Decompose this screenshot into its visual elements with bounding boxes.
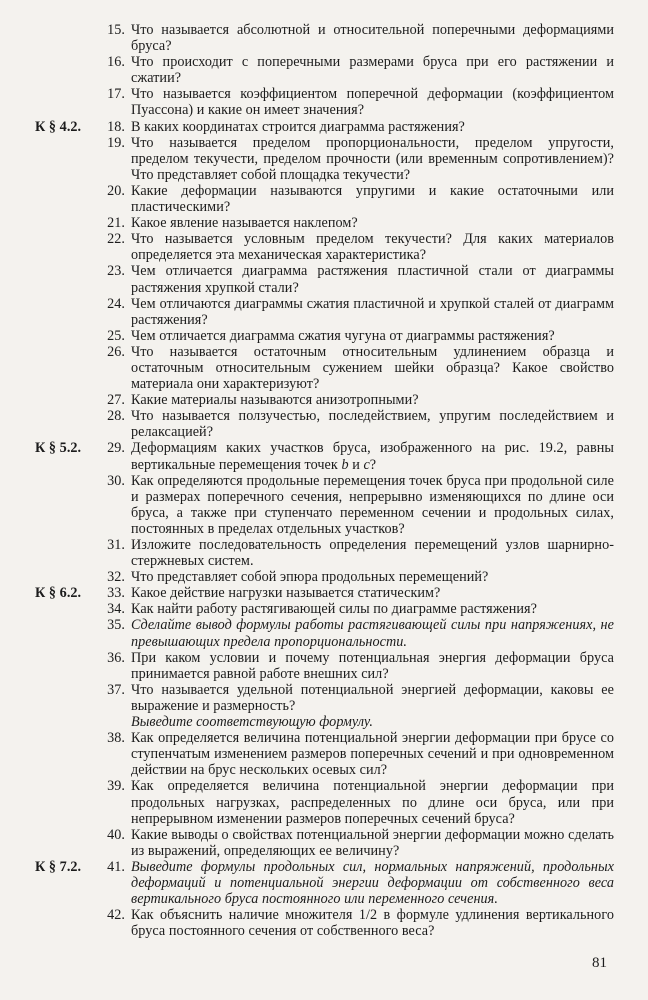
question-text: Деформациям каких участков бруса, изображенного на рис. 19.2, равны вертикальные перемещения точек [131,440,614,473]
question-number: 33. [107,585,125,602]
question-text: Чем отличаются диаграммы сжатия пластичной и хрупкой сталей от диаграмм растяжения? [131,295,614,328]
question-number: 36. [107,649,125,666]
question-number: 41. [107,858,125,875]
question-text: В каких координатах строится диаграмма растяжения? [131,118,465,135]
section-ref: К § 5.2. [35,440,82,457]
question-number: 27. [107,392,125,409]
question-number: 15. [107,22,125,38]
question-text: и [348,456,364,473]
question-text: ? [369,456,377,473]
question-number: 21. [107,215,125,232]
question-text: Что называется абсолютной и относительной поперечными деформациями бруса? [131,22,614,55]
question-item [107,134,614,183]
section-ref: К § 4.2. [35,118,82,135]
question-text: Как объяснить наличие множителя 1/2 в формуле удлинения вертикального бруса постоянного сечения от собственного веса? [131,907,614,940]
question-item [107,537,614,570]
question-item [107,826,614,859]
question-text: Что называется пределом пропорциональности, пределом упругости, пределом текучести, пределом прочности (или временным сопротивлением)? Что представляет собой площадка текучести? [131,134,614,183]
question-item [107,617,614,650]
question-item [107,730,614,779]
question-item [107,182,614,216]
question-item [107,569,614,586]
question-item [107,408,614,441]
question-item [35,585,614,602]
question-number: 20. [107,182,125,199]
question-number: 24. [107,295,125,312]
question-text: При каком условии и почему потенциальная энергия деформации бруса принимается равной работе внешних сил? [131,649,614,682]
question-item [107,295,614,328]
question-item [107,601,614,618]
question-number: 40. [107,826,125,843]
question-number: 26. [107,343,125,360]
question-item [107,649,614,682]
question-text: Что называется остаточным относительным удлинением образца и остаточным относительным сужением шейки образца? Какое свойство материала они характеризуют? [131,343,614,393]
section-ref: К § 6.2. [35,585,82,602]
question-number: 31. [107,537,125,553]
question-text: Что называется ползучестью, последействием, упругим последействием и релаксацией? [131,408,614,441]
question-item [107,231,614,264]
question-item [107,907,614,940]
question-text: Что происходит с поперечными размерами бруса при его растяжении и сжатии? [131,54,614,87]
question-number: 35. [107,617,125,634]
question-text: Какие выводы о свойствах потенциальной энергии деформации можно сделать из выражений, определяющих ее величину? [131,826,614,859]
question-item [107,215,614,232]
question-text: Выведите формулы продольных сил, нормальных напряжений, продольных деформаций и потенциальной энергии деформации от собственного веса вертикального бруса постоянного или переменного сечения. [131,858,614,908]
question-number: 25. [107,327,125,344]
question-text: Как определяется величина потенциальной энергии деформации при брусе со ступенчатым изменением размеров поперечных сечений и при одновременном действии на брус нескольких осевых сил? [131,730,614,779]
page-number: 81 [592,955,607,971]
question-text: Изложите последовательность определения перемещений узлов шарнирно-стержневых систем. [131,537,614,570]
question-text: Как определяются продольные перемещения точек бруса при продольной силе и размерах поперечного сечения, непрерывно изменяющихся по длине оси бруса, а также при ступенчато переменном сечении и продольных силах, постоянных в пределах отдельных участков? [131,472,614,537]
question-text: Сделайте вывод формулы работы растягивающей силы при напряжениях, не превышающих предела пропорциональности. [131,617,614,650]
question-item [107,22,614,55]
question-number: 28. [107,408,125,425]
question-item [107,86,614,119]
question-number: 42. [107,907,125,924]
question-text: Чем отличается диаграмма сжатия чугуна от диаграммы растяжения? [131,327,555,344]
question-text: Какие материалы называются анизотропными? [131,392,419,409]
question-list [0,22,648,939]
question-number: 17. [107,86,125,103]
question-item [107,681,614,731]
question-text: b [341,456,349,473]
question-number: 30. [107,472,125,489]
question-text: Какое явление называется наклепом? [131,215,358,232]
question-number: 37. [107,681,125,698]
question-number: 19. [107,134,125,151]
question-item [107,343,614,393]
question-number: 29. [107,440,125,457]
question-text: Что представляет собой эпюра продольных перемещений? [131,569,489,586]
question-item [35,858,614,908]
question-number: 38. [107,730,125,747]
question-text: Какие деформации называются упругими и какие остаточными или пластическими? [131,182,614,216]
question-item [107,327,614,344]
question-note: Выведите соответствующую формулу. [131,714,373,731]
question-number: 23. [107,263,125,280]
question-item [107,54,614,87]
question-item [107,778,614,827]
question-number: 22. [107,231,125,248]
question-text: Чем отличается диаграмма растяжения пластичной стали от диаграммы растяжения хрупкой стали? [131,263,614,296]
question-number: 16. [107,54,125,71]
question-text: Что называется условным пределом текучести? Для каких материалов определяется эта механическая характеристика? [131,231,614,264]
question-item [35,440,614,473]
question-item [107,392,614,409]
question-item [107,263,614,296]
question-text: Что называется удельной потенциальной энергией деформации, каковы ее выражение и размерность? [131,681,614,714]
question-number: 39. [107,778,125,795]
question-item [35,118,614,135]
question-text: Как определяется величина потенциальной энергии деформации при продольных нагрузках, распределенных по длине оси бруса, или при непрерывном изменении размеров поперечных сечений бруса? [131,778,614,827]
question-text: Что называется коэффициентом поперечной деформации (коэффициентом Пуассона) и какие он имеет значения? [131,86,614,119]
section-ref: К § 7.2. [35,858,82,875]
question-text: Как найти работу растягивающей силы по диаграмме растяжения? [131,601,537,618]
question-number: 18. [107,118,125,135]
question-item [107,472,614,537]
question-number: 34. [107,601,125,618]
question-number: 32. [107,569,125,586]
question-text: Какое действие нагрузки называется статическим? [131,585,441,602]
question-text: c [363,456,370,473]
